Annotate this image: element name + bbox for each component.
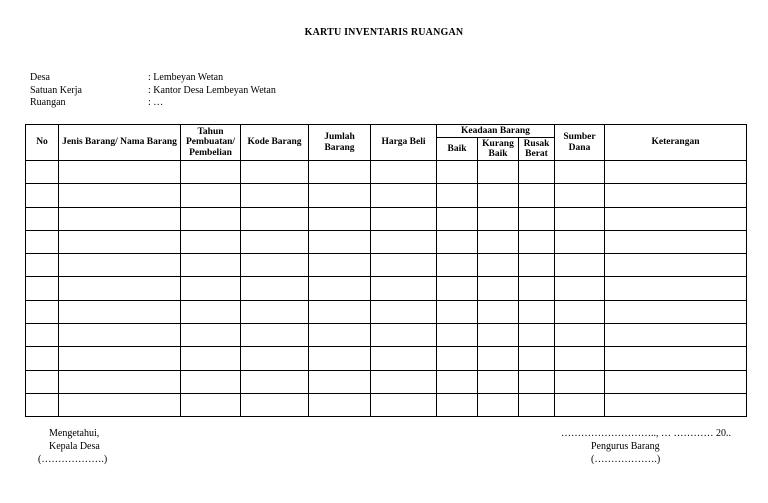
table-cell bbox=[555, 324, 605, 347]
table-cell bbox=[371, 254, 437, 277]
table-cell bbox=[437, 254, 478, 277]
header-keterangan: Keterangan bbox=[605, 125, 747, 161]
table-cell bbox=[181, 277, 241, 300]
table-cell bbox=[519, 184, 555, 207]
table-cell bbox=[437, 161, 478, 184]
table-cell bbox=[241, 393, 309, 416]
table-row bbox=[26, 207, 747, 230]
table-cell bbox=[519, 300, 555, 323]
table-cell bbox=[26, 277, 59, 300]
table-cell bbox=[605, 370, 747, 393]
table-cell bbox=[371, 277, 437, 300]
table-row bbox=[26, 184, 747, 207]
table-cell bbox=[555, 347, 605, 370]
table-cell bbox=[181, 207, 241, 230]
table-cell bbox=[437, 207, 478, 230]
table-cell bbox=[605, 161, 747, 184]
table-cell bbox=[605, 393, 747, 416]
table-cell bbox=[26, 184, 59, 207]
footer-right-line3: (……………….) bbox=[591, 454, 661, 465]
table-cell bbox=[309, 207, 371, 230]
table-body bbox=[26, 161, 747, 417]
table-cell bbox=[59, 230, 181, 253]
footer-right-line2: Pengurus Barang bbox=[591, 441, 660, 452]
table-cell bbox=[437, 184, 478, 207]
table-cell bbox=[437, 230, 478, 253]
meta-label: Desa bbox=[30, 72, 50, 83]
table-cell bbox=[181, 230, 241, 253]
table-row bbox=[26, 393, 747, 416]
table-cell bbox=[437, 300, 478, 323]
table-cell bbox=[437, 370, 478, 393]
table-cell bbox=[241, 161, 309, 184]
table-cell bbox=[241, 347, 309, 370]
table-cell bbox=[371, 370, 437, 393]
table-cell bbox=[437, 324, 478, 347]
table-cell bbox=[519, 161, 555, 184]
footer-left-line2: Kepala Desa bbox=[49, 441, 100, 452]
table-cell bbox=[181, 161, 241, 184]
table-cell bbox=[519, 277, 555, 300]
table-cell bbox=[59, 300, 181, 323]
document-meta bbox=[30, 72, 276, 110]
table-cell bbox=[59, 207, 181, 230]
table-cell bbox=[309, 300, 371, 323]
table-cell bbox=[605, 230, 747, 253]
table-cell bbox=[59, 370, 181, 393]
meta-label: Satuan Kerja bbox=[30, 84, 82, 96]
table-cell bbox=[26, 300, 59, 323]
table-cell bbox=[371, 230, 437, 253]
table-cell bbox=[181, 324, 241, 347]
table-cell bbox=[309, 393, 371, 416]
header-baik: Baik bbox=[437, 138, 478, 161]
footer-right-line1: ……………………….., … ………… 20.. bbox=[561, 428, 731, 439]
table-cell bbox=[59, 184, 181, 207]
table-cell bbox=[309, 161, 371, 184]
table-cell bbox=[519, 393, 555, 416]
meta-row-ruangan bbox=[30, 97, 276, 110]
footer-left-line3: (……………….) bbox=[38, 454, 108, 465]
table-cell bbox=[478, 230, 519, 253]
header-tahun-pembuatan: Tahun Pembuatan/ Pembelian bbox=[181, 125, 241, 161]
table-cell bbox=[478, 393, 519, 416]
header-no: No bbox=[26, 125, 59, 161]
table-cell bbox=[605, 254, 747, 277]
table-cell bbox=[478, 161, 519, 184]
table-cell bbox=[555, 254, 605, 277]
table-cell bbox=[26, 230, 59, 253]
header-keadaan-barang: Keadaan Barang bbox=[437, 125, 555, 138]
table-cell bbox=[309, 184, 371, 207]
table-cell bbox=[371, 393, 437, 416]
table-cell bbox=[309, 277, 371, 300]
header-jenis-barang: Jenis Barang/ Nama Barang bbox=[59, 125, 181, 161]
signature-kepala-desa bbox=[38, 427, 107, 466]
table-cell bbox=[26, 370, 59, 393]
table-cell bbox=[241, 184, 309, 207]
table-cell bbox=[605, 184, 747, 207]
table-cell bbox=[519, 207, 555, 230]
table-cell bbox=[478, 347, 519, 370]
table-cell bbox=[371, 347, 437, 370]
table-cell bbox=[478, 254, 519, 277]
table-cell bbox=[555, 207, 605, 230]
table-cell bbox=[309, 324, 371, 347]
table-cell bbox=[371, 161, 437, 184]
table-cell bbox=[605, 207, 747, 230]
signature-pengurus-barang bbox=[561, 427, 731, 466]
table-cell bbox=[437, 393, 478, 416]
table-cell bbox=[555, 184, 605, 207]
table-cell bbox=[59, 393, 181, 416]
table-cell bbox=[371, 184, 437, 207]
header-kurang-baik: Kurang Baik bbox=[478, 138, 519, 161]
table-cell bbox=[59, 347, 181, 370]
header-jumlah-barang: Jumlah Barang bbox=[309, 125, 371, 161]
table-cell bbox=[309, 230, 371, 253]
table-cell bbox=[478, 370, 519, 393]
table-cell bbox=[181, 184, 241, 207]
table-cell bbox=[519, 230, 555, 253]
table-row bbox=[26, 254, 747, 277]
table-cell bbox=[519, 370, 555, 393]
table-cell bbox=[555, 277, 605, 300]
table-cell bbox=[26, 207, 59, 230]
table-cell bbox=[478, 324, 519, 347]
meta-value: : Kantor Desa Lembeyan Wetan bbox=[148, 84, 276, 96]
table-row bbox=[26, 324, 747, 347]
table-cell bbox=[437, 277, 478, 300]
table-cell bbox=[26, 254, 59, 277]
meta-value: : … bbox=[148, 97, 164, 108]
table-cell bbox=[309, 370, 371, 393]
header-harga-beli: Harga Beli bbox=[371, 125, 437, 161]
table-cell bbox=[309, 347, 371, 370]
table-cell bbox=[26, 161, 59, 184]
meta-value: : Lembeyan Wetan bbox=[148, 72, 224, 83]
table-cell bbox=[605, 300, 747, 323]
table-cell bbox=[605, 277, 747, 300]
table-cell bbox=[478, 184, 519, 207]
inventory-table bbox=[25, 124, 747, 417]
table-cell bbox=[181, 300, 241, 323]
table-cell bbox=[59, 277, 181, 300]
table-cell bbox=[555, 161, 605, 184]
table-cell bbox=[59, 161, 181, 184]
meta-row-satuan-kerja bbox=[30, 85, 276, 98]
table-row bbox=[26, 370, 747, 393]
footer-left-line1: Mengetahui, bbox=[49, 428, 100, 439]
table-cell bbox=[241, 300, 309, 323]
header-kode-barang: Kode Barang bbox=[241, 125, 309, 161]
table-cell bbox=[26, 347, 59, 370]
table-cell bbox=[59, 324, 181, 347]
table-cell bbox=[519, 347, 555, 370]
table-row bbox=[26, 300, 747, 323]
table-cell bbox=[26, 324, 59, 347]
table-cell bbox=[478, 300, 519, 323]
table-cell bbox=[241, 230, 309, 253]
table-cell bbox=[371, 300, 437, 323]
document-title: KARTU INVENTARIS RUANGAN bbox=[304, 27, 464, 38]
table-cell bbox=[309, 254, 371, 277]
table-row bbox=[26, 230, 747, 253]
table-cell bbox=[181, 393, 241, 416]
table-cell bbox=[241, 254, 309, 277]
table-cell bbox=[181, 254, 241, 277]
table-cell bbox=[605, 324, 747, 347]
table-cell bbox=[555, 300, 605, 323]
table-cell bbox=[555, 393, 605, 416]
table-cell bbox=[241, 207, 309, 230]
table-row bbox=[26, 161, 747, 184]
header-sumber-dana: Sumber Dana bbox=[555, 125, 605, 161]
meta-label: Ruangan bbox=[30, 97, 66, 108]
table-cell bbox=[519, 254, 555, 277]
table-cell bbox=[59, 254, 181, 277]
table-cell bbox=[371, 207, 437, 230]
table-cell bbox=[241, 277, 309, 300]
table-row bbox=[26, 277, 747, 300]
table-cell bbox=[371, 324, 437, 347]
table-cell bbox=[519, 324, 555, 347]
table-cell bbox=[181, 370, 241, 393]
table-cell bbox=[555, 370, 605, 393]
table-cell bbox=[241, 370, 309, 393]
header-rusak-berat: Rusak Berat bbox=[519, 138, 555, 161]
meta-row-desa bbox=[30, 72, 276, 85]
table-cell bbox=[241, 324, 309, 347]
table-cell bbox=[605, 347, 747, 370]
table-cell bbox=[478, 277, 519, 300]
table-cell bbox=[26, 393, 59, 416]
table-row bbox=[26, 347, 747, 370]
table-cell bbox=[437, 347, 478, 370]
table-cell bbox=[478, 207, 519, 230]
table-cell bbox=[555, 230, 605, 253]
table-cell bbox=[181, 347, 241, 370]
